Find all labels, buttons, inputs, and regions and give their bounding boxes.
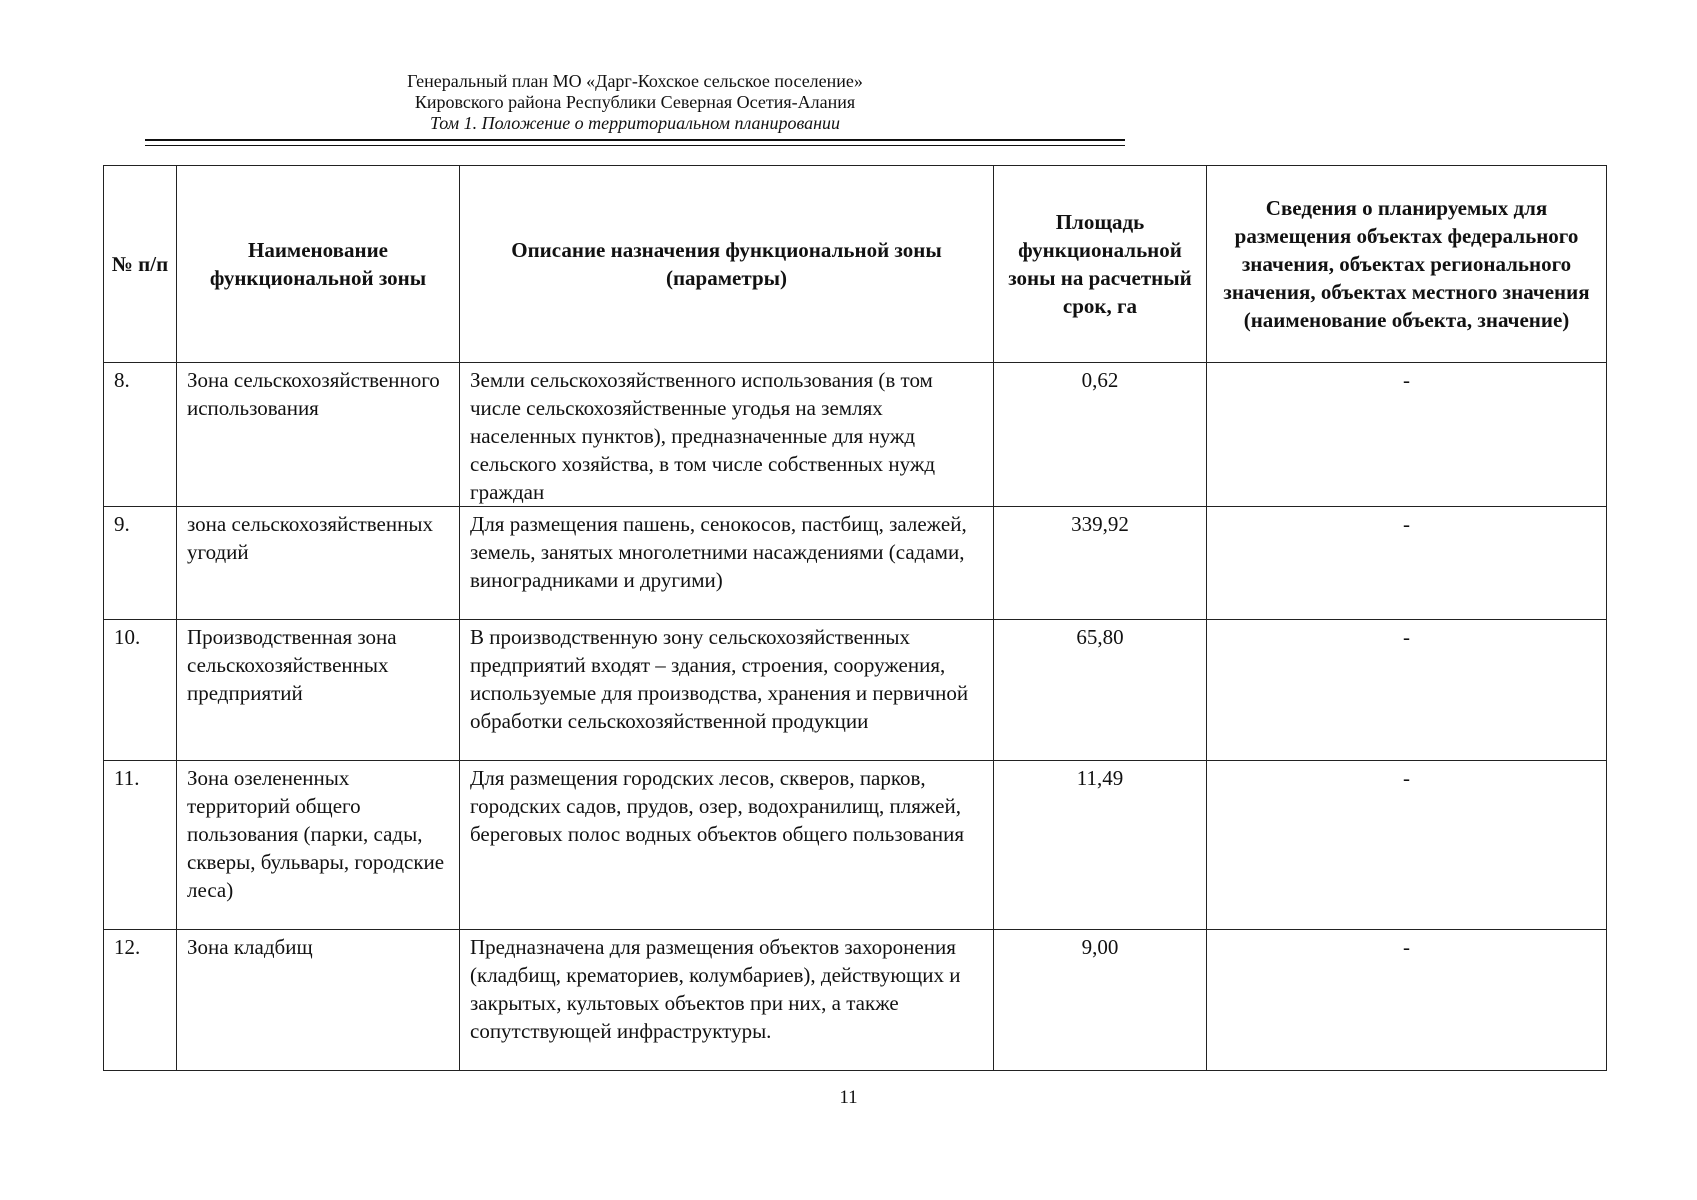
planned-objects: - bbox=[1207, 363, 1607, 507]
zone-description: Предназначена для размещения объектов захоронения (кладбищ, крематориев, колумбариев), действующих и закрытых, культовых объектов при них, а также сопутствующей инфраструктуры. bbox=[460, 930, 994, 1071]
table-row bbox=[104, 930, 1607, 1071]
column-header-num: № п/п bbox=[104, 166, 177, 363]
planned-objects: - bbox=[1207, 507, 1607, 620]
row-number: 10. bbox=[104, 620, 177, 761]
table-row bbox=[104, 761, 1607, 930]
zone-area: 65,80 bbox=[994, 620, 1207, 761]
header-line-2: Кировского района Республики Северная Осетия-Алания bbox=[414, 92, 856, 112]
planned-objects: - bbox=[1207, 620, 1607, 761]
table-row bbox=[104, 620, 1607, 761]
zone-description: Для размещения пашень, сенокосов, пастбищ, залежей, земель, занятых многолетними насаждениями (садами, виноградниками и другими) bbox=[460, 507, 994, 620]
zone-area: 0,62 bbox=[994, 363, 1207, 507]
table-row bbox=[104, 507, 1607, 620]
zone-name: Зона озелененных территорий общего пользования (парки, сады, скверы, бульвары, городские леса) bbox=[177, 761, 460, 930]
header-line-1: Генеральный план МО «Дарг-Кохское сельское поселение» bbox=[407, 71, 863, 91]
column-header-planned-objects: Сведения о планируемых для размещения объектах федерального значения, объектах регионального значения, объектах местного значения (наименование объекта, значение) bbox=[1207, 166, 1607, 363]
document-header bbox=[145, 71, 1125, 134]
header-line-3: Том 1. Положение о территориальном планировании bbox=[429, 113, 841, 133]
header-rule-thin bbox=[145, 145, 1125, 146]
zone-name: зона сельскохозяйственных угодий bbox=[177, 507, 460, 620]
zone-name: Зона сельскохозяйственного использования bbox=[177, 363, 460, 507]
column-header-name: Наименование функциональной зоны bbox=[177, 166, 460, 363]
row-number: 9. bbox=[104, 507, 177, 620]
header-rule-thick bbox=[145, 139, 1125, 141]
zone-area: 339,92 bbox=[994, 507, 1207, 620]
column-header-description: Описание назначения функциональной зоны (параметры) bbox=[460, 166, 994, 363]
zone-area: 9,00 bbox=[994, 930, 1207, 1071]
zone-description: В производственную зону сельскохозяйственных предприятий входят – здания, строения, сооружения, используемые для производства, хранения и первичной обработки сельскохозяйственной продукции bbox=[460, 620, 994, 761]
table-row bbox=[104, 363, 1607, 507]
planned-objects: - bbox=[1207, 761, 1607, 930]
zone-area: 11,49 bbox=[994, 761, 1207, 930]
zone-name: Зона кладбищ bbox=[177, 930, 460, 1071]
column-header-area: Площадь функциональной зоны на расчетный срок, га bbox=[994, 166, 1207, 363]
functional-zones-table bbox=[103, 165, 1607, 1071]
row-number: 8. bbox=[104, 363, 177, 507]
planned-objects: - bbox=[1207, 930, 1607, 1071]
table-header-row bbox=[104, 166, 1607, 363]
row-number: 11. bbox=[104, 761, 177, 930]
zone-description: Земли сельскохозяйственного использования (в том числе сельскохозяйственные угодья на землях населенных пунктов), предназначенные для нужд сельского хозяйства, в том числе собственных нужд граждан bbox=[460, 363, 994, 507]
zone-description: Для размещения городских лесов, скверов, парков, городских садов, прудов, озер, водохранилищ, пляжей, береговых полос водных объектов общего пользования bbox=[460, 761, 994, 930]
page-number: 11 bbox=[839, 1087, 858, 1108]
row-number: 12. bbox=[104, 930, 177, 1071]
zone-name: Производственная зона сельскохозяйственных предприятий bbox=[177, 620, 460, 761]
